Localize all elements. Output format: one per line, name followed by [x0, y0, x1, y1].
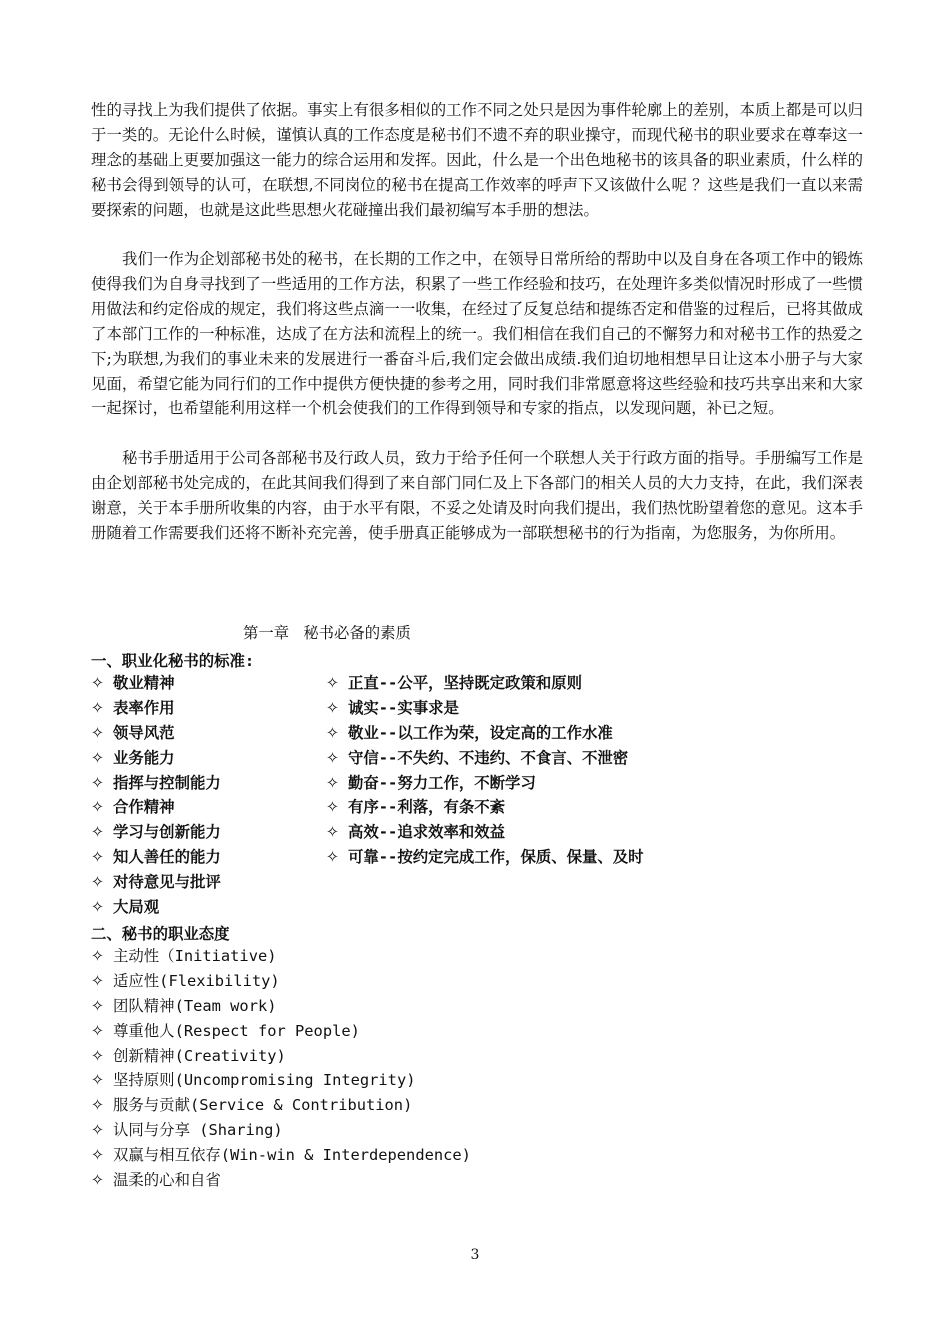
diamond-bullet-icon: ✧: [91, 1071, 104, 1090]
chapter-title: [243, 621, 411, 643]
list-item: [91, 1019, 471, 1044]
list-item: [91, 895, 221, 920]
list-item: [91, 1093, 471, 1118]
diamond-bullet-icon: ✧: [91, 971, 104, 990]
list-item-text: 大局观: [113, 898, 160, 917]
list-item-text: 可靠--按约定完成工作，保质、保量、及时: [348, 848, 644, 867]
diamond-bullet-icon: ✧: [91, 898, 104, 917]
diamond-bullet-icon: ✧: [91, 947, 104, 965]
list-item-text: 表率作用: [113, 698, 175, 717]
list-item: [91, 1168, 471, 1193]
list-item: [91, 845, 221, 870]
diamond-bullet-icon: ✧: [91, 996, 104, 1015]
diamond-bullet-icon: ✧: [91, 1146, 104, 1165]
diamond-bullet-icon: ✧: [91, 698, 104, 717]
list-item: [326, 696, 644, 721]
list-item-text: 指挥与控制能力: [113, 773, 221, 792]
attitude-list: [91, 944, 471, 1193]
list-item: [91, 746, 221, 771]
chapter-name: 秘书必备的素质: [303, 624, 411, 642]
section-heading-standards: 一、职业化秘书的标准:: [91, 652, 255, 670]
list-item-text: 尊重他人(Respect for People): [113, 1021, 360, 1040]
list-item-text: 敬业--以工作为荣，设定高的工作水准: [348, 723, 613, 742]
list-item-text: 高效--追求效率和效益: [348, 823, 506, 842]
list-item: [91, 969, 471, 994]
list-item-text: 对待意见与批评: [113, 873, 221, 892]
diamond-bullet-icon: ✧: [91, 1046, 104, 1065]
list-item: [326, 671, 644, 696]
intro-paragraph-1: 性的寻找上为我们提供了依据。事实上有很多相似的工作不同之处只是因为事件轮廓上的差别，本质上都是可以归于一类的。无论什么时候，谨慎认真的工作态度是秘书们不遗不弃的职业操守，而现代秘书的职业要求在尊奉这一理念的基础上更要加强这一能力的综合运用和发挥。因此，什么是一个出色地秘书的该具备的职业素质，什么样的秘书会得到领导的认可，在联想,不同岗位的秘书在提高工作效率的呼声下又该做什么呢 ？这些是我们一直以来需要探索的问题，也就是这此些思想火花碰撞出我们最初编写本手册的想法。: [91, 101, 863, 219]
diamond-bullet-icon: ✧: [91, 723, 104, 742]
intro-paragraph-2: 我们一作为企划部秘书处的秘书，在长期的工作之中，在领导日常所给的帮助中以及自身在各项工作中的锻炼使得我们为自身寻找到了一些适用的工作方法，积累了一些工作经验和技巧，在处理许多类似情况时形成了一些惯用做法和约定俗成的规定，我们将这些点滴一一收集，在经过了反复总结和提练否定和借鉴的过程后，已将其做成了本部门工作的一种标准，达成了在方法和流程上的统一。我们相信在我们自己的不懈努力和对秘书工作的热爱之下;为联想,为我们的事业未来的发展进行一番奋斗后,我们定会做出成绩.我们迫切地相想早日让这本小册子与大家见面，希望它能为同行们的工作中提供方便快捷的参考之用，同时我们非常愿意将这些经验和技巧共享出来和大家一起探讨，也希望能利用这样一个机会使我们的工作得到领导和专家的指点，以发现问题，补已之短。: [91, 250, 863, 418]
list-item: [326, 721, 644, 746]
list-item-text: 正直--公平，坚持既定政策和原则: [348, 674, 583, 692]
list-item: [91, 1044, 471, 1069]
list-item: [91, 870, 221, 895]
list-item: [326, 746, 644, 771]
list-item: [326, 820, 644, 845]
diamond-bullet-icon: ✧: [91, 1021, 104, 1040]
list-item-text: 有序--利落，有条不紊: [348, 798, 506, 817]
diamond-bullet-icon: ✧: [326, 723, 339, 742]
list-item-text: 学习与创新能力: [113, 823, 221, 842]
list-item-text: 服务与贡献(Service & Contribution): [113, 1096, 413, 1115]
list-item-text: 守信--不失约、不违约、不食言、不泄密: [348, 748, 629, 767]
list-item: [326, 795, 644, 820]
diamond-bullet-icon: ✧: [326, 798, 339, 817]
diamond-bullet-icon: ✧: [91, 873, 104, 892]
section-heading-attitude: 二、秘书的职业态度: [91, 925, 230, 943]
diamond-bullet-icon: ✧: [91, 1096, 104, 1115]
list-item-text: 勤奋--努力工作，不断学习: [348, 773, 536, 792]
standards-list-right: [326, 671, 644, 870]
diamond-bullet-icon: ✧: [326, 674, 339, 692]
diamond-bullet-icon: ✧: [91, 798, 104, 817]
diamond-bullet-icon: ✧: [91, 1171, 104, 1190]
list-item-text: 双赢与相互依存(Win-win & Interdependence): [113, 1146, 471, 1165]
list-item: [91, 1118, 471, 1143]
list-item-text: 知人善任的能力: [113, 848, 221, 867]
list-item: [91, 820, 221, 845]
standards-list-left: [91, 671, 221, 920]
list-item-text: 团队精神(Team work): [113, 996, 277, 1015]
list-item-text: 温柔的心和自省: [113, 1171, 221, 1190]
diamond-bullet-icon: ✧: [91, 1121, 104, 1140]
intro-paragraph-3: 秘书手册适用于公司各部秘书及行政人员，致力于给予任何一个联想人关于行政方面的指导。手册编写工作是由企划部秘书处完成的，在此其间我们得到了来自部门同仁及上下各部门的相关人员的大力支持，在此，我们深表谢意，关于本手册所收集的内容，由于水平有限，不妥之处请及时向我们提出，我们热忱盼望着您的意见。这本手册随着工作需要我们还将不断补充完善，使手册真正能够成为一部联想秘书的行为指南，为您服务，为你所用。: [91, 449, 863, 542]
list-item-text: 业务能力: [113, 748, 175, 767]
diamond-bullet-icon: ✧: [91, 674, 104, 692]
list-item: [91, 944, 471, 969]
list-item: [91, 994, 471, 1019]
diamond-bullet-icon: ✧: [326, 823, 339, 842]
list-item-text: 合作精神: [113, 798, 175, 817]
list-item: [91, 721, 221, 746]
page-number: 3: [470, 1247, 480, 1263]
chapter-number: 第一章: [243, 624, 290, 642]
list-item: [91, 795, 221, 820]
diamond-bullet-icon: ✧: [326, 748, 339, 767]
list-item: [326, 845, 644, 870]
list-item: [91, 1143, 471, 1168]
list-item-text: 主动性（Initiative): [113, 947, 277, 965]
list-item-text: 适应性(Flexibility): [113, 971, 280, 990]
diamond-bullet-icon: ✧: [326, 848, 339, 867]
diamond-bullet-icon: ✧: [326, 773, 339, 792]
list-item: [326, 771, 644, 796]
list-item-text: 认同与分享 (Sharing): [113, 1121, 283, 1140]
diamond-bullet-icon: ✧: [91, 773, 104, 792]
list-item: [91, 671, 221, 696]
list-item-text: 领导风范: [113, 723, 175, 742]
diamond-bullet-icon: ✧: [91, 848, 104, 867]
list-item-text: 诚实--实事求是: [348, 698, 459, 717]
diamond-bullet-icon: ✧: [91, 823, 104, 842]
list-item-text: 创新精神(Creativity): [113, 1046, 286, 1065]
list-item-text: 敬业精神: [113, 674, 175, 692]
list-item: [91, 771, 221, 796]
list-item-text: 坚持原则(Uncompromising Integrity): [113, 1071, 416, 1090]
diamond-bullet-icon: ✧: [91, 748, 104, 767]
diamond-bullet-icon: ✧: [326, 698, 339, 717]
list-item: [91, 696, 221, 721]
list-item: [91, 1068, 471, 1093]
